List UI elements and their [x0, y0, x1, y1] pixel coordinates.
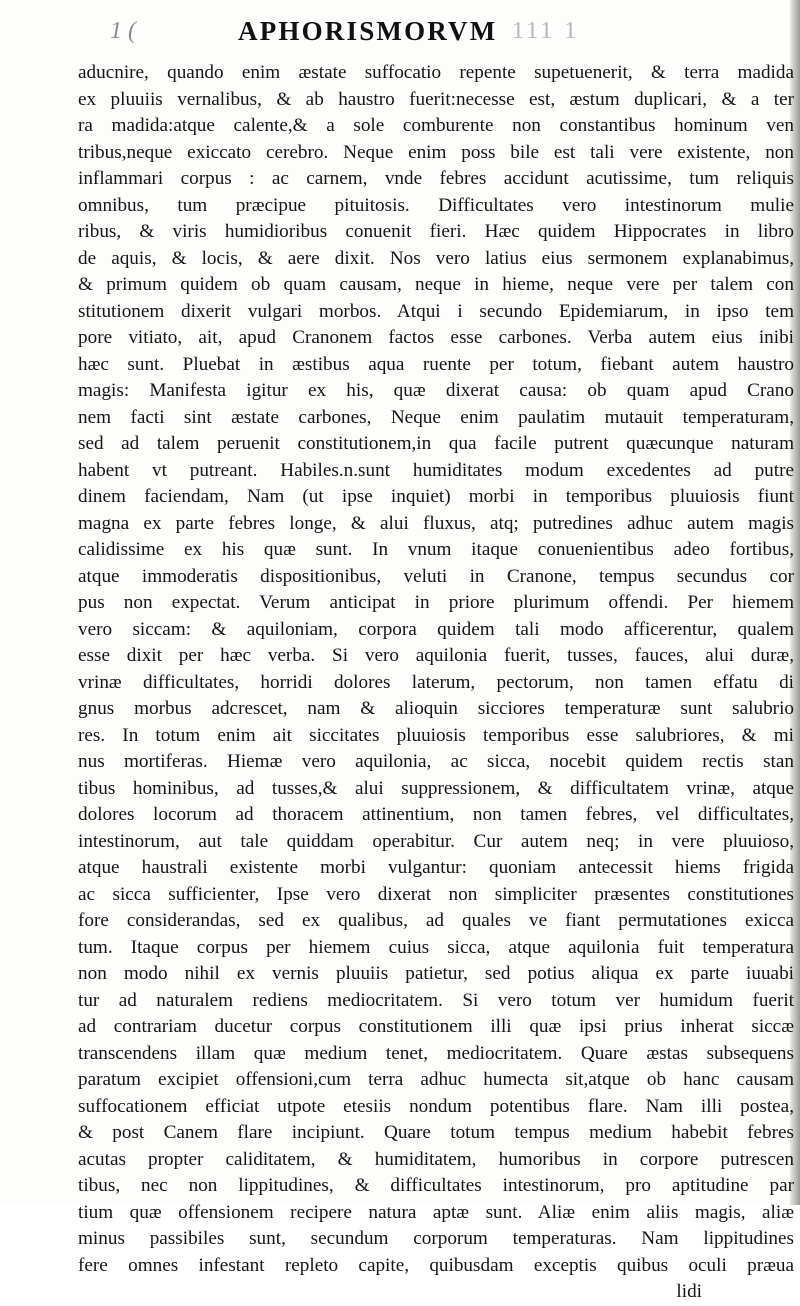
text-line: transcendens illam quæ medium tenet, mediocritatem. Quare æstas subsequens	[78, 1042, 794, 1064]
text-line: fore considerandas, sed ex qualibus, ad quales ve fiant permutationes exicca	[78, 910, 794, 931]
text-line: & primum quidem ob quam causam, neque in hieme, neque vere per talem con	[78, 274, 794, 295]
page-header	[0, 14, 800, 50]
text-line: aducnire, quando enim æstate suffocatio repente supetuenerit, & terra madida	[78, 62, 794, 83]
text-line: dolores locorum ad thoracem attinentium, non tamen febres, vel difficultates,	[78, 804, 794, 825]
text-line: & post Canem flare incipiunt. Quare totum tempus medium habebit febres	[78, 1122, 794, 1143]
text-line: fere omnes infestant repleto capite, quibusdam exceptis quibus oculi præua	[78, 1254, 794, 1276]
text-line: minus passibiles sunt, secundum corporum temperaturas. Nam lippitudines	[78, 1228, 794, 1249]
text-line: tribus,neque exiccato cerebro. Neque enim poss bile est tali vere existente, non	[78, 141, 794, 163]
text-line: tum. Itaque corpus per hiemem cuius sicca, atque aquilonia fuit temperatura	[78, 936, 794, 958]
text-line: gnus morbus adcrescet, nam & alioquin sicciores temperaturæ sunt salubrio	[78, 698, 794, 719]
text-line: magna ex parte febres longe, & alui fluxus, atq; putredines adhuc autem magis	[78, 512, 794, 534]
text-line: ac sicca sufficienter, Ipse vero dixerat non simpliciter præsentes constitutiones	[78, 883, 794, 905]
text-line: omnibus, tum præcipue pituitosis. Difficultates vero intestinorum mulie	[78, 194, 794, 216]
text-line: ad contrariam ducetur corpus constitutionem illi quæ ipsi prius inherat siccæ	[78, 1016, 794, 1037]
text-line: inflammari corpus : ac carnem, vnde febres accidunt acutissime, tum reliquis	[78, 168, 794, 189]
text-line: ra madida:atque calente,& a sole comburente non constantibus hominum ven	[78, 115, 794, 136]
text-line: ex pluuiis vernalibus, & ab haustro fuerit:necesse est, æstum duplicari, & a ter	[78, 88, 794, 110]
text-line: intestinorum, aut tale quiddam operabitur. Cur autem neq; in vere pluuioso,	[78, 830, 794, 852]
text-line: calidissime ex his quæ sunt. In vnum itaque conuenientibus adeo fortibus,	[78, 539, 794, 560]
text-line: atque haustrali existente morbi vulgantur: quoniam antecessit hiems frigida	[78, 857, 794, 878]
text-line: vero siccam: & aquiloniam, corpora quidem tali modo afficerentur, qualem	[78, 618, 794, 640]
text-line: habent vt putreant. Habiles.n.sunt humiditates modum excedentes ad putre	[78, 459, 794, 481]
running-head-title: APHORISMORVM	[238, 16, 498, 46]
text-line: nem facti sint æstate carbones, Neque enim paulatim mutauit temperaturam,	[78, 406, 794, 428]
text-line: non modo nihil ex vernis pluuiis patietur, sed potius aliqua ex parte iuuabi	[78, 963, 794, 984]
text-line: hæc sunt. Pluebat in æstibus aqua ruente per totum, fiebant autem haustro	[78, 353, 794, 375]
text-line: dinem faciendam, Nam (ut ipse inquiet) morbi in temporibus pluuiosis fiunt	[78, 486, 794, 507]
text-line: magis: Manifesta igitur ex his, quæ dixerat causa: ob quam apud Crano	[78, 380, 794, 401]
text-line: tium quæ offensionem recipere natura aptæ sunt. Aliæ enim aliis magis, aliæ	[78, 1201, 794, 1223]
page-number: 1 (	[110, 18, 136, 44]
text-line: paratum excipiet offensioni,cum terra adhuc humecta sit,atque ob hanc causam	[78, 1069, 794, 1090]
body-text-column	[78, 60, 794, 1306]
text-line: suffocationem efficiat utpote etesiis nondum potentibus flare. Nam illi postea,	[78, 1095, 794, 1117]
text-line: esse dixit per hæc verba. Si vero aquilonia fuerit, tusses, fauces, alui duræ,	[78, 645, 794, 666]
text-line: ribus, & viris humidioribus conuenit fieri. Hæc quidem Hippocrates in libro	[78, 221, 794, 242]
text-line: tibus hominibus, ad tusses,& alui suppressionem, & difficultatem vrinæ, atque	[78, 777, 794, 799]
show-through-text: 111 1	[512, 18, 580, 44]
text-line: res. In totum enim ait siccitates pluuiosis temporibus esse salubriores, & mi	[78, 724, 794, 746]
text-line: sed ad talem peruenit constitutionem,in qua facile putrent quæcunque naturam	[78, 433, 794, 454]
text-line: pore vitiato, ait, apud Cranonem factos esse carbones. Verba autem eius inibi	[78, 327, 794, 348]
text-line: acutas propter caliditatem, & humiditatem, humoribus in corpore putrescen	[78, 1148, 794, 1170]
text-line: pus non expectat. Verum anticipat in priore plurimum offendi. Per hiemem	[78, 592, 794, 613]
text-line: nus mortiferas. Hiemæ vero aquilonia, ac sicca, nocebit quidem rectis stan	[78, 751, 794, 772]
catchword: lidi	[676, 1281, 702, 1302]
text-line: vrinæ difficultates, horridi dolores laterum, pectorum, non tamen effatu di	[78, 671, 794, 693]
text-line: de aquis, & locis, & aere dixit. Nos vero latius eius sermonem explanabimus,	[78, 247, 794, 269]
text-line: atque immoderatis dispositionibus, veluti in Cranone, tempus secundus cor	[78, 565, 794, 587]
text-line: stitutionem dixerit vulgari morbos. Atqui i secundo Epidemiarum, in ipso tem	[78, 300, 794, 322]
text-line: tibus, nec non lippitudines, & difficultates intestinorum, pro aptitudine par	[78, 1175, 794, 1196]
text-line: tur ad naturalem rediens mediocritatem. Si vero totum ver humidum fuerit	[78, 989, 794, 1011]
